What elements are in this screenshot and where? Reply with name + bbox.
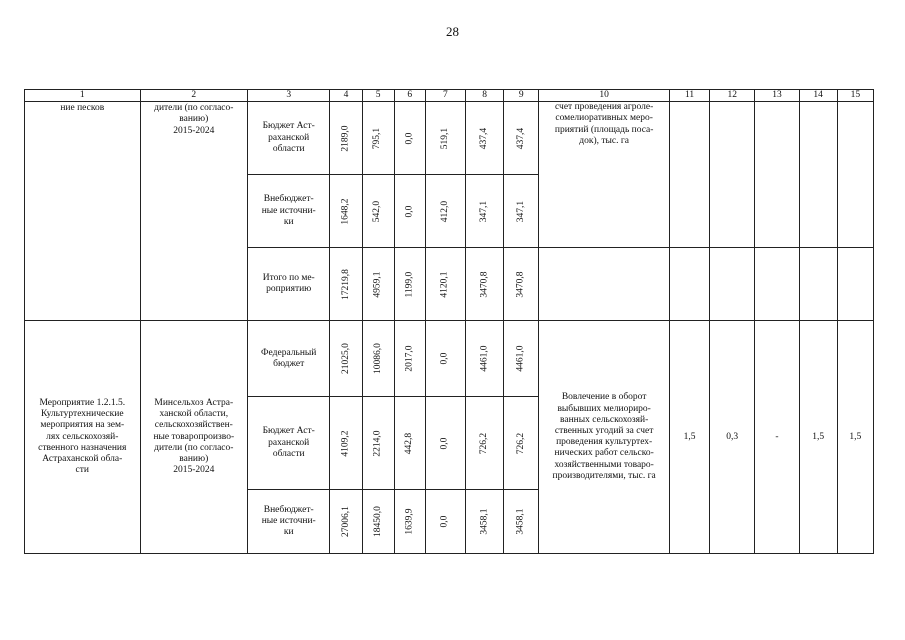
executor-text: Минсельхоз Астра- ханской области, сельскохозяйствен- ные товаропроизво- дители (по согласо- ванию) 2015-2024 — [153, 397, 235, 476]
value-cell — [466, 397, 504, 490]
value-cell — [425, 102, 465, 175]
column-number: 12 — [710, 90, 755, 102]
executor-cell — [140, 321, 248, 554]
target-value: 1,5 — [683, 431, 696, 442]
value-cell — [466, 248, 504, 321]
value: 10086,0 — [372, 343, 383, 375]
target-cell — [669, 248, 709, 321]
column-number: 11 — [669, 90, 709, 102]
target-cell — [710, 102, 755, 248]
indicator-cell — [539, 102, 670, 248]
value: 2214,0 — [372, 430, 383, 457]
table-row — [25, 321, 874, 397]
value: 4461,0 — [515, 345, 526, 372]
value: 4109,2 — [340, 430, 351, 457]
value: 437,4 — [478, 127, 489, 149]
value-cell — [362, 490, 394, 554]
value: 795,1 — [372, 127, 383, 149]
target-value: 1,5 — [812, 431, 825, 442]
value-cell — [394, 490, 425, 554]
indicator-text: Вовлечение в оборот выбывших мелиориро- ванных сельскохозяй- ственных угодий за счет проведения культуртех- нических работ сельско- хозяйственными товаро- производителями, тыс. га — [552, 392, 656, 481]
value-cell — [394, 102, 425, 175]
value-cell — [362, 102, 394, 175]
value: 542,0 — [372, 200, 383, 222]
column-number: 6 — [394, 90, 425, 102]
target-cell — [755, 321, 799, 554]
value: 3470,8 — [478, 271, 489, 298]
funding-source: Итого по ме- роприятию — [248, 248, 330, 321]
value-cell — [466, 490, 504, 554]
value-cell — [362, 248, 394, 321]
value: 726,2 — [478, 432, 489, 454]
value-cell — [504, 248, 539, 321]
value-cell — [425, 490, 465, 554]
value-cell — [330, 490, 362, 554]
value-cell — [504, 397, 539, 490]
target-cell — [837, 321, 873, 554]
value-cell — [425, 175, 465, 248]
value-cell — [394, 248, 425, 321]
target-cell — [710, 248, 755, 321]
value-cell — [394, 321, 425, 397]
value: 21025,0 — [340, 343, 351, 375]
value: 2017,0 — [404, 345, 415, 372]
value: 2189,0 — [340, 125, 351, 152]
value: 0,0 — [439, 515, 450, 528]
value: 519,1 — [439, 127, 450, 149]
funding-source: Внебюджет- ные источни- ки — [248, 490, 330, 554]
value: 4120,1 — [439, 271, 450, 298]
column-number: 9 — [504, 90, 539, 102]
value: 17219,8 — [340, 268, 351, 300]
column-number: 8 — [466, 90, 504, 102]
indicator-cell — [539, 248, 670, 321]
value: 347,1 — [478, 200, 489, 222]
value-cell — [362, 321, 394, 397]
value: 1648,2 — [340, 198, 351, 225]
measure-name-cell — [25, 102, 141, 321]
column-number: 4 — [330, 90, 362, 102]
measure-name: ние песков — [60, 103, 105, 114]
column-number: 2 — [140, 90, 248, 102]
target-cell — [669, 321, 709, 554]
value: 1199,0 — [404, 271, 415, 298]
executor-cell — [140, 102, 248, 321]
value-cell — [504, 175, 539, 248]
target-cell — [669, 102, 709, 248]
target-cell — [755, 102, 799, 248]
value: 0,0 — [439, 352, 450, 365]
funding-source: Федеральный бюджет — [248, 321, 330, 397]
value-cell — [504, 102, 539, 175]
value-cell — [466, 321, 504, 397]
value-cell — [362, 397, 394, 490]
target-cell — [799, 321, 837, 554]
value: 3458,1 — [515, 508, 526, 535]
funding-source: Внебюджет- ные источни- ки — [248, 175, 330, 248]
value-cell — [425, 248, 465, 321]
value-cell — [466, 175, 504, 248]
measure-name: Мероприятие 1.2.1.5. Культуртехнические мероприятия на зем- лях сельскохозяй- ственного назначения Астраханской обла- сти — [38, 397, 127, 476]
column-number-row — [25, 90, 874, 102]
column-number: 1 — [25, 90, 141, 102]
value: 1639,9 — [404, 508, 415, 535]
value-cell — [330, 248, 362, 321]
value: 0,0 — [404, 132, 415, 145]
target-cell — [799, 248, 837, 321]
target-cell — [837, 102, 873, 248]
target-cell — [837, 248, 873, 321]
executor-text: дители (по согласо- ванию) 2015-2024 — [154, 103, 234, 136]
value: 442,8 — [404, 432, 415, 454]
value: 3470,8 — [515, 271, 526, 298]
column-number: 10 — [539, 90, 670, 102]
value-cell — [330, 175, 362, 248]
target-value: 0,3 — [726, 431, 739, 442]
value-cell — [362, 175, 394, 248]
value: 18450,0 — [372, 506, 383, 538]
column-number: 3 — [248, 90, 330, 102]
page-number: 28 — [446, 24, 459, 39]
funding-source: Бюджет Аст- раханской области — [248, 102, 330, 175]
value: 4461,0 — [478, 345, 489, 372]
value: 0,0 — [404, 205, 415, 218]
column-number: 14 — [799, 90, 837, 102]
value-cell — [425, 397, 465, 490]
value-cell — [425, 321, 465, 397]
value-cell — [394, 175, 425, 248]
value-cell — [466, 102, 504, 175]
value-cell — [330, 321, 362, 397]
column-number: 5 — [362, 90, 394, 102]
target-cell — [799, 102, 837, 248]
program-table — [24, 89, 874, 554]
value: 726,2 — [515, 432, 526, 454]
value-cell — [394, 397, 425, 490]
value: 27006,1 — [340, 506, 351, 538]
target-cell — [755, 248, 799, 321]
funding-source: Бюджет Аст- раханской области — [248, 397, 330, 490]
measure-name-cell — [25, 321, 141, 554]
target-cell — [710, 321, 755, 554]
target-value: - — [775, 431, 779, 442]
indicator-cell — [539, 321, 670, 554]
indicator-text: счет проведения агроле- сомелиоративных меро- приятий (площадь поса- док), тыс. га — [554, 102, 654, 146]
value-cell — [504, 490, 539, 554]
value: 347,1 — [515, 200, 526, 222]
table-row — [25, 102, 874, 175]
value-cell — [330, 397, 362, 490]
column-number: 7 — [425, 90, 465, 102]
value: 3458,1 — [478, 508, 489, 535]
target-value: 1,5 — [849, 431, 862, 442]
column-number: 15 — [837, 90, 873, 102]
value: 4959,1 — [372, 271, 383, 298]
value: 0,0 — [439, 437, 450, 450]
value-cell — [330, 102, 362, 175]
column-number: 13 — [755, 90, 799, 102]
value: 412,0 — [439, 200, 450, 222]
value-cell — [504, 321, 539, 397]
value: 437,4 — [515, 127, 526, 149]
